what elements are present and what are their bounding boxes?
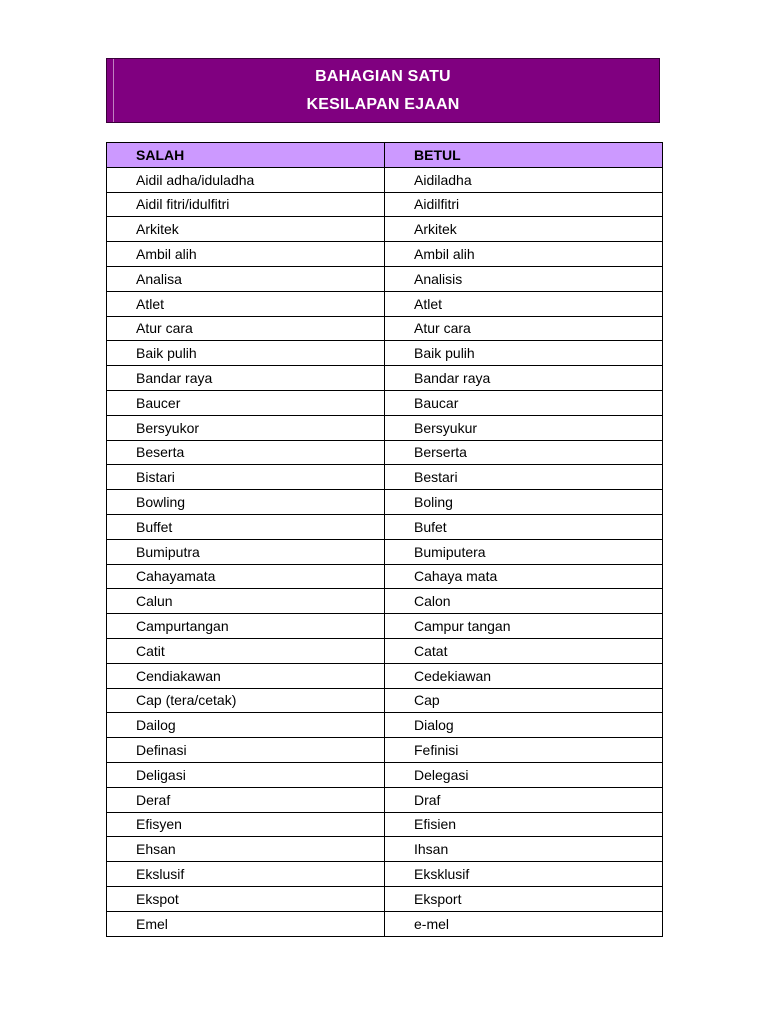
table-row — [107, 812, 663, 837]
wrong-spelling-cell: Ambil alih — [107, 242, 385, 267]
wrong-spelling-cell: Buffet — [107, 514, 385, 539]
wrong-spelling-cell: Deligasi — [107, 762, 385, 787]
table-row — [107, 663, 663, 688]
correct-spelling-cell: Bandar raya — [385, 366, 663, 391]
table-row — [107, 390, 663, 415]
wrong-spelling-cell: Definasi — [107, 738, 385, 763]
correct-spelling-cell: Fefinisi — [385, 738, 663, 763]
correct-spelling-cell: Bersyukur — [385, 415, 663, 440]
banner-accent-line — [113, 59, 114, 122]
correct-spelling-cell: Calon — [385, 589, 663, 614]
section-title: BAHAGIAN SATU — [315, 67, 451, 85]
table-row — [107, 614, 663, 639]
wrong-spelling-cell: Arkitek — [107, 217, 385, 242]
table-row — [107, 266, 663, 291]
section-title-banner — [106, 58, 660, 123]
correct-spelling-cell: Efisien — [385, 812, 663, 837]
wrong-spelling-cell: Bumiputra — [107, 539, 385, 564]
column-header-correct: BETUL — [385, 143, 663, 168]
table-row — [107, 713, 663, 738]
wrong-spelling-cell: Ekspot — [107, 886, 385, 911]
table-row — [107, 465, 663, 490]
correct-spelling-cell: Campur tangan — [385, 614, 663, 639]
correct-spelling-cell: Arkitek — [385, 217, 663, 242]
correct-spelling-cell: Aidilfitri — [385, 192, 663, 217]
wrong-spelling-cell: Cendiakawan — [107, 663, 385, 688]
table-row — [107, 837, 663, 862]
wrong-spelling-cell: Cap (tera/cetak) — [107, 688, 385, 713]
spelling-table — [106, 142, 663, 937]
table-row — [107, 440, 663, 465]
correct-spelling-cell: Ambil alih — [385, 242, 663, 267]
correct-spelling-cell: Baucar — [385, 390, 663, 415]
wrong-spelling-cell: Baucer — [107, 390, 385, 415]
correct-spelling-cell: Bumiputera — [385, 539, 663, 564]
wrong-spelling-cell: Aidil fitri/idulfitri — [107, 192, 385, 217]
correct-spelling-cell: Atlet — [385, 291, 663, 316]
table-body — [107, 167, 663, 936]
wrong-spelling-cell: Ekslusif — [107, 862, 385, 887]
wrong-spelling-cell: Bersyukor — [107, 415, 385, 440]
correct-spelling-cell: Cedekiawan — [385, 663, 663, 688]
wrong-spelling-cell: Cahayamata — [107, 564, 385, 589]
section-subtitle: KESILAPAN EJAAN — [306, 95, 460, 113]
table-row — [107, 762, 663, 787]
wrong-spelling-cell: Efisyen — [107, 812, 385, 837]
correct-spelling-cell: Bufet — [385, 514, 663, 539]
table-row — [107, 539, 663, 564]
correct-spelling-cell: e-mel — [385, 911, 663, 936]
correct-spelling-cell: Delegasi — [385, 762, 663, 787]
table-row — [107, 688, 663, 713]
table-row — [107, 589, 663, 614]
table-row — [107, 316, 663, 341]
correct-spelling-cell: Bestari — [385, 465, 663, 490]
table-row — [107, 638, 663, 663]
column-header-wrong: SALAH — [107, 143, 385, 168]
wrong-spelling-cell: Emel — [107, 911, 385, 936]
wrong-spelling-cell: Atur cara — [107, 316, 385, 341]
correct-spelling-cell: Baik pulih — [385, 341, 663, 366]
wrong-spelling-cell: Campurtangan — [107, 614, 385, 639]
table-row — [107, 564, 663, 589]
table-row — [107, 366, 663, 391]
correct-spelling-cell: Boling — [385, 490, 663, 515]
wrong-spelling-cell: Aidil adha/iduladha — [107, 167, 385, 192]
correct-spelling-cell: Dialog — [385, 713, 663, 738]
table-row — [107, 514, 663, 539]
table-row — [107, 787, 663, 812]
table-row — [107, 291, 663, 316]
wrong-spelling-cell: Catit — [107, 638, 385, 663]
table-row — [107, 341, 663, 366]
correct-spelling-cell: Analisis — [385, 266, 663, 291]
correct-spelling-cell: Catat — [385, 638, 663, 663]
table-row — [107, 217, 663, 242]
wrong-spelling-cell: Beserta — [107, 440, 385, 465]
wrong-spelling-cell: Baik pulih — [107, 341, 385, 366]
correct-spelling-cell: Aidiladha — [385, 167, 663, 192]
table-row — [107, 886, 663, 911]
wrong-spelling-cell: Dailog — [107, 713, 385, 738]
wrong-spelling-cell: Analisa — [107, 266, 385, 291]
wrong-spelling-cell: Ehsan — [107, 837, 385, 862]
table-row — [107, 911, 663, 936]
correct-spelling-cell: Draf — [385, 787, 663, 812]
wrong-spelling-cell: Calun — [107, 589, 385, 614]
table-row — [107, 167, 663, 192]
correct-spelling-cell: Ihsan — [385, 837, 663, 862]
wrong-spelling-cell: Atlet — [107, 291, 385, 316]
correct-spelling-cell: Eksport — [385, 886, 663, 911]
correct-spelling-cell: Cahaya mata — [385, 564, 663, 589]
table-header-row — [107, 143, 663, 168]
table-row — [107, 862, 663, 887]
correct-spelling-cell: Berserta — [385, 440, 663, 465]
wrong-spelling-cell: Deraf — [107, 787, 385, 812]
table-row — [107, 415, 663, 440]
wrong-spelling-cell: Bistari — [107, 465, 385, 490]
correct-spelling-cell: Cap — [385, 688, 663, 713]
table-row — [107, 490, 663, 515]
wrong-spelling-cell: Bowling — [107, 490, 385, 515]
correct-spelling-cell: Eksklusif — [385, 862, 663, 887]
correct-spelling-cell: Atur cara — [385, 316, 663, 341]
table-row — [107, 192, 663, 217]
table-row — [107, 242, 663, 267]
table-row — [107, 738, 663, 763]
wrong-spelling-cell: Bandar raya — [107, 366, 385, 391]
